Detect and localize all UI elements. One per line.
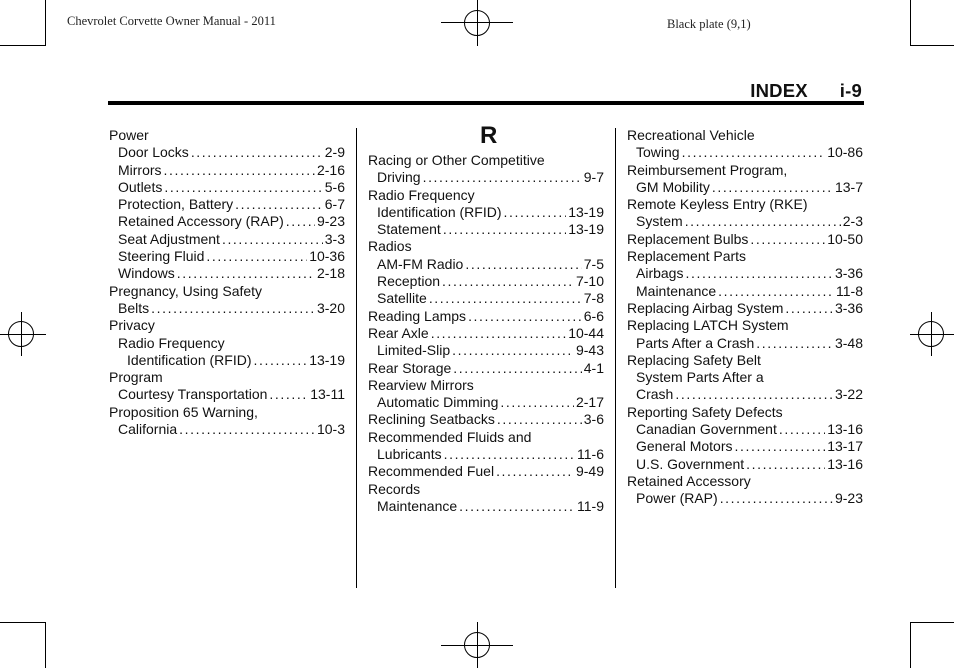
entry-page-ref: 10-50 [827,230,863,247]
entry-page-ref: 3-3 [324,230,345,247]
dot-leader [459,498,575,515]
entry-page-ref: 13-19 [568,221,604,238]
entry-label: System [636,213,683,230]
index-topic: Recommended Fluids and [368,428,532,445]
index-letter-heading: R [480,122,498,149]
dot-leader [503,204,566,221]
dot-leader [429,290,582,307]
entry-label: Rear Storage [368,359,452,376]
index-entry [109,231,345,248]
index-entry [368,169,604,186]
index-topic: Records [368,480,421,497]
entry-label: Rear Axle [368,324,429,341]
crop-mark [910,45,954,46]
dot-leader [235,196,323,213]
entry-page-ref: 10-36 [309,248,345,265]
entry-label: Recommended Fuel [368,463,495,480]
dot-leader [675,386,833,403]
dot-leader [444,446,575,463]
dot-leader [206,248,307,265]
dot-leader [164,162,315,179]
index-entry [627,438,863,455]
entry-label: General Motors [636,438,733,455]
entry-page-ref: 2-17 [575,394,604,411]
index-entry [368,256,604,273]
index-topic: Proposition 65 Warning, [109,403,258,420]
dot-leader [746,456,825,473]
entry-page-ref: 3-20 [316,299,345,316]
entry-page-ref: 7-10 [575,273,604,290]
entry-label: Towing [636,144,680,161]
index-column-2 [368,122,604,515]
section-heading [750,80,862,102]
index-topic: Privacy [109,317,155,334]
crop-mark [910,622,954,623]
dot-leader [720,490,833,507]
index-entry [368,273,604,290]
index-topic: Replacing LATCH System [627,317,789,334]
entry-page-ref: 10-3 [316,421,345,438]
dot-leader [756,335,833,352]
index-entry [109,144,345,161]
entry-label: Reception [377,273,441,290]
index-topic: Power [109,127,149,143]
index-entry [368,360,604,377]
entry-label: GM Mobility [636,178,710,195]
index-entry [627,335,863,352]
entry-page-ref: 11-6 [577,446,604,463]
entry-label: Replacement Bulbs [627,230,749,247]
entry-page-ref: 3-22 [834,386,863,403]
index-column-3 [627,127,863,508]
entry-page-ref: 6-7 [324,196,345,213]
entry-label: Parts After a Crash [636,334,755,351]
entry-label: Belts [118,299,150,316]
entry-label: AM-FM Radio [377,255,464,272]
crop-mark [45,0,46,46]
section-title: INDEX [750,80,808,101]
crop-mark [45,622,46,668]
entry-page-ref: 13-7 [834,178,863,195]
dot-leader [496,463,574,480]
dot-leader [785,300,833,317]
index-entry [368,394,604,411]
manual-title: Chevrolet Corvette Owner Manual - 2011 [67,14,276,28]
index-entry [109,179,345,196]
index-topic: Pregnancy, Using Safety [109,282,263,299]
index-entry [627,231,863,248]
dot-leader [500,394,574,411]
index-topic: Recreational Vehicle [627,127,755,143]
dot-leader [468,308,582,325]
entry-label: Retained Accessory (RAP) [118,213,284,230]
dot-leader [452,342,574,359]
entry-label: Airbags [636,265,684,282]
entry-page-ref: 11-9 [577,497,604,514]
index-topic: Radios [368,238,412,255]
entry-label: Satellite [377,290,427,307]
index-topic: Radio Frequency [368,186,475,203]
entry-label: Maintenance [636,282,717,299]
dot-leader [423,169,582,186]
index-topic: Retained Accessory [627,472,751,489]
index-topic: Replacing Safety Belt [627,351,761,368]
dot-leader [286,213,315,230]
entry-page-ref: 9-23 [834,490,863,507]
dot-leader [177,265,315,282]
dot-leader [222,231,323,248]
index-entry [109,196,345,213]
index-entry [627,421,863,438]
index-entry [109,248,345,265]
index-topic: Radio Frequency [118,334,225,351]
entry-page-ref: 5-6 [324,178,345,195]
entry-label: Driving [377,169,421,186]
entry-page-ref: 6-6 [583,307,604,324]
entry-label: Mirrors [118,161,162,178]
index-entry [627,456,863,473]
index-topic: Program [109,369,163,386]
entry-label: Door Locks [118,144,189,161]
entry-page-ref: 7-8 [583,290,604,307]
entry-label: Windows [118,265,175,282]
index-entry [368,204,604,221]
entry-label: Statement [377,221,441,238]
index-entry [368,290,604,307]
index-entry [368,411,604,428]
index-entry [627,213,863,230]
index-entry [109,265,345,282]
entry-page-ref: 4-1 [583,359,604,376]
entry-page-ref: 13-16 [827,421,863,438]
entry-page-ref: 13-19 [568,203,604,220]
dot-leader [269,386,308,403]
entry-label: Limited-Slip [377,342,451,359]
entry-page-ref: 9-49 [575,463,604,480]
entry-label: Protection, Battery [118,196,234,213]
entry-label: Automatic Dimming [377,394,499,411]
entry-page-ref: 3-36 [834,299,863,316]
dot-leader [442,273,574,290]
index-topic: Reimbursement Program, [627,161,788,178]
index-topic: System Parts After a [636,369,764,386]
crop-mark [910,622,911,668]
dot-leader [431,325,566,342]
dot-leader [465,256,581,273]
column-divider [615,128,616,588]
index-entry [368,325,604,342]
dot-leader [712,179,833,196]
entry-page-ref: 3-36 [834,265,863,282]
index-entry [368,463,604,480]
entry-label: Replacing Airbag System [627,299,784,316]
entry-page-ref: 2-9 [324,144,345,161]
entry-page-ref: 13-11 [310,386,345,403]
index-entry [627,283,863,300]
index-entry [627,490,863,507]
entry-page-ref: 9-43 [575,342,604,359]
index-entry [627,386,863,403]
crop-mark [0,45,46,46]
index-entry [368,446,604,463]
header-rule [108,101,864,105]
dot-leader [685,213,841,230]
entry-label: Seat Adjustment [118,230,220,247]
entry-label: Steering Fluid [118,248,205,265]
index-entry [627,265,863,282]
entry-page-ref: 7-5 [583,255,604,272]
index-entry [109,213,345,230]
dot-leader [179,421,315,438]
dot-leader [151,300,315,317]
plate-label: Black plate (9,1) [667,17,751,31]
index-column-1 [109,127,345,438]
entry-label: U.S. Government [636,455,745,472]
crop-mark [910,0,911,46]
dot-leader [779,421,825,438]
entry-page-ref: 10-44 [568,324,604,341]
dot-leader [191,144,323,161]
index-entry [368,498,604,515]
index-entry [109,352,345,369]
entry-label: Reclining Seatbacks [368,411,495,428]
entry-label: Outlets [118,178,163,195]
index-topic: Remote Keyless Entry (RKE) [627,196,808,213]
entry-page-ref: 11-8 [836,282,863,299]
dot-leader [734,438,825,455]
entry-label: Power (RAP) [636,490,718,507]
crop-mark [0,622,46,623]
entry-page-ref: 2-3 [842,213,863,230]
entry-page-ref: 10-86 [827,144,863,161]
index-entry [109,386,345,403]
dot-leader [253,352,307,369]
dot-leader [685,265,833,282]
dot-leader [443,221,566,238]
index-entry [368,308,604,325]
index-entry [109,162,345,179]
entry-label: California [118,421,178,438]
entry-page-ref: 9-23 [316,213,345,230]
entry-label: Lubricants [377,446,442,463]
entry-page-ref: 3-6 [583,411,604,428]
entry-page-ref: 13-19 [309,351,345,368]
entry-label: Canadian Government [636,421,777,438]
dot-leader [453,360,581,377]
page-number: i-9 [839,80,862,101]
entry-label: Maintenance [377,497,458,514]
entry-label: Courtesy Transportation [118,386,268,403]
dot-leader [497,411,582,428]
entry-page-ref: 13-17 [827,438,863,455]
entry-label: Identification (RFID) [377,203,502,220]
index-topic: Racing or Other Competitive [368,152,545,168]
column-divider [356,128,357,588]
index-entry [368,221,604,238]
index-entry [109,300,345,317]
index-entry [368,342,604,359]
index-entry [627,144,863,161]
index-entry [109,421,345,438]
entry-page-ref: 2-18 [316,265,345,282]
dot-leader [682,144,826,161]
entry-label: Crash [636,386,674,403]
dot-leader [718,283,834,300]
index-topic: Replacement Parts [627,248,747,265]
entry-label: Identification (RFID) [127,351,252,368]
index-topic: Rearview Mirrors [368,376,474,393]
index-entry [627,300,863,317]
entry-label: Reading Lamps [368,307,467,324]
entry-page-ref: 13-16 [827,455,863,472]
dot-leader [750,231,825,248]
index-entry [627,179,863,196]
entry-page-ref: 9-7 [583,169,604,186]
dot-leader [164,179,322,196]
index-topic: Reporting Safety Defects [627,403,783,420]
entry-page-ref: 3-48 [834,334,863,351]
entry-page-ref: 2-16 [316,161,345,178]
